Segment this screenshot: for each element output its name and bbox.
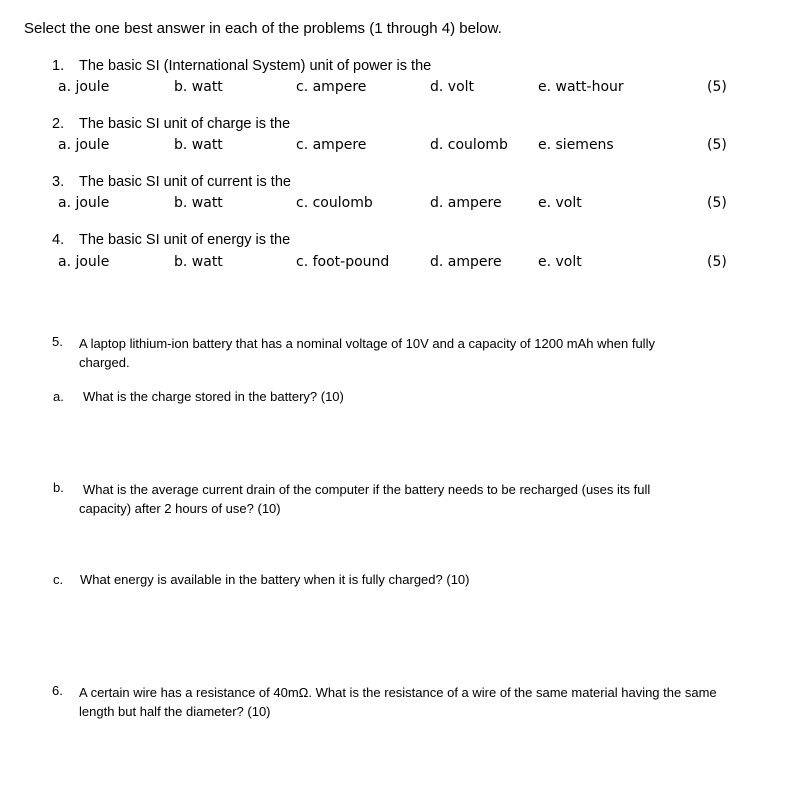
q2-question: The basic SI unit of charge is the [79, 116, 291, 132]
q2-option-e: e. siemens [538, 137, 614, 153]
q2-option-a: a. joule [58, 137, 110, 153]
q1-option-a: a. joule [58, 79, 110, 95]
q2-option-d: d. coulomb [430, 137, 508, 153]
q5b-text: What is the average current drain of the computer if the battery needs to be recharged (uses its full capacity) after 2 hours of use? (10) [79, 482, 651, 516]
q3-option-d: d. ampere [430, 195, 502, 211]
q1-question: The basic SI (International System) unit of power is the [79, 58, 432, 74]
q2-points: (5) [707, 137, 727, 153]
q1-number: 1. [52, 58, 65, 74]
q5c-letter: c. [53, 572, 64, 587]
q2-number: 2. [52, 116, 65, 132]
q6-text: A certain wire has a resistance of 40mΩ. What is the resistance of a wire of the same material having the same length but half the diameter? (10) [79, 685, 717, 719]
q5-number: 5. [52, 334, 63, 349]
q3-option-b: b. watt [174, 195, 223, 211]
q4-option-a: a. joule [58, 254, 110, 270]
q4-points: (5) [707, 254, 727, 270]
q5c-text: What energy is available in the battery when it is fully charged? (10) [80, 572, 470, 587]
q4-option-c: c. foot-pound [296, 254, 390, 270]
q1-option-c: c. ampere [296, 79, 367, 95]
q2-option-c: c. ampere [296, 137, 367, 153]
q2-option-b: b. watt [174, 137, 223, 153]
q3-number: 3. [52, 174, 65, 190]
q5b-letter: b. [53, 480, 64, 495]
q3-option-a: a. joule [58, 195, 110, 211]
q5a-text: What is the charge stored in the battery? (10) [83, 389, 344, 404]
q5-text: A laptop lithium-ion battery that has a nominal voltage of 10V and a capacity of 1200 mAh when fully charged. [79, 336, 655, 370]
q4-option-d: d. ampere [430, 254, 502, 270]
q6-number: 6. [52, 683, 63, 698]
q1-option-e: e. watt-hour [538, 79, 624, 95]
q4-option-e: e. volt [538, 254, 582, 270]
q4-question: The basic SI unit of energy is the [79, 232, 291, 248]
q1-option-b: b. watt [174, 79, 223, 95]
q3-question: The basic SI unit of current is the [79, 174, 291, 190]
q3-option-c: c. coulomb [296, 195, 373, 211]
instructions: Select the one best answer in each of the problems (1 through 4) below. [24, 20, 502, 37]
q4-number: 4. [52, 232, 65, 248]
q1-points: (5) [707, 79, 727, 95]
q5a-letter: a. [53, 389, 64, 404]
q3-option-e: e. volt [538, 195, 582, 211]
q4-option-b: b. watt [174, 254, 223, 270]
q3-points: (5) [707, 195, 727, 211]
q1-option-d: d. volt [430, 79, 475, 95]
